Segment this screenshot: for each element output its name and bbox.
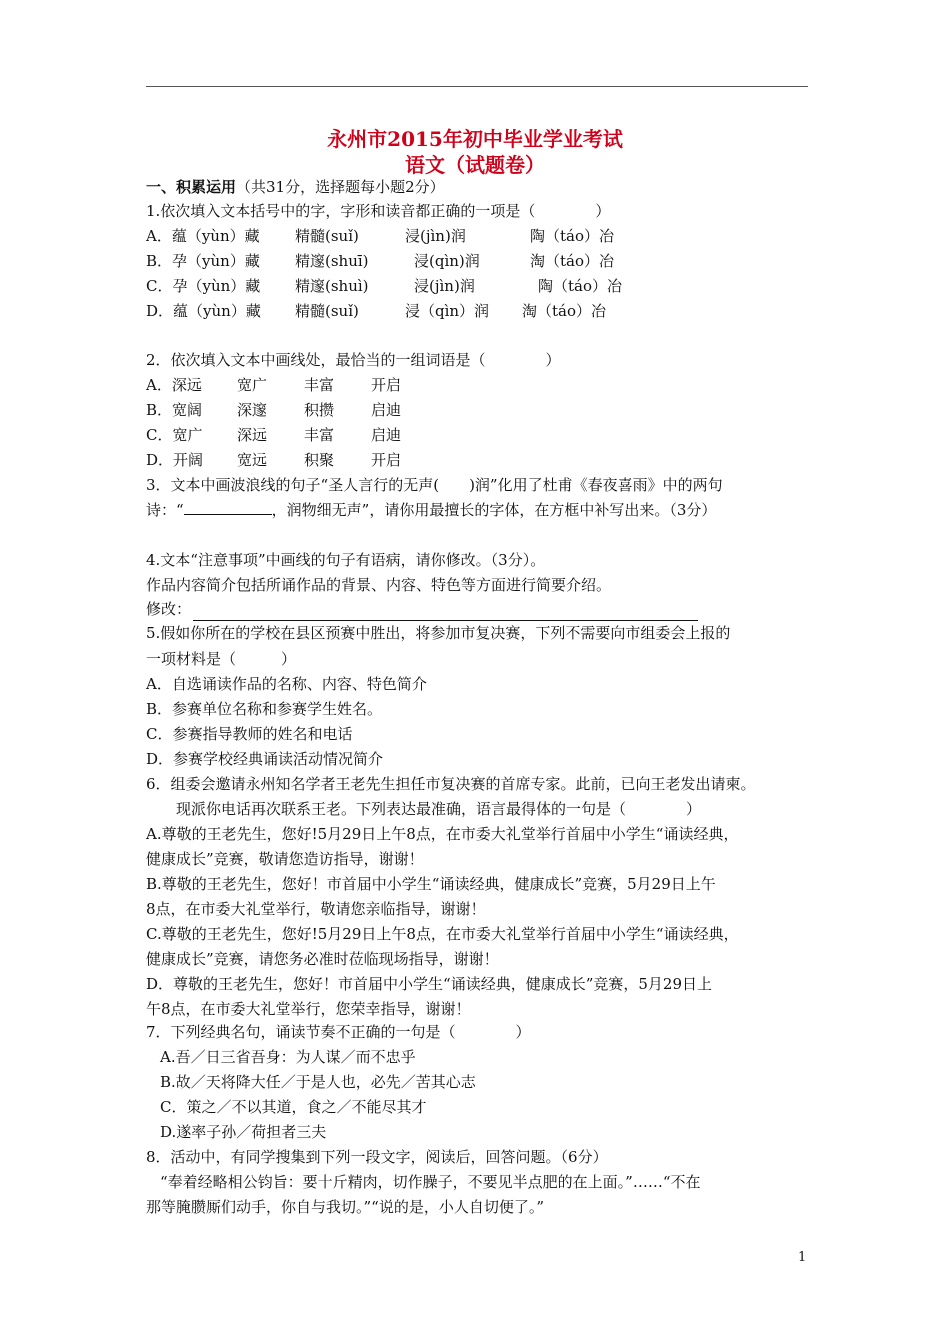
q6-line-1: 6．组委会邀请永州知名学者王老先生担任市复决赛的首席专家。此前，已向王老发出请柬。 — [146, 775, 756, 793]
q2-b-3: 积攒 — [304, 401, 335, 419]
q2-stem: 2．依次填入文本中画线处，最恰当的一组词语是（ ） — [146, 351, 561, 369]
q2-b-4: 启迪 — [371, 401, 402, 419]
q1-d-1: D．蕴（yùn）藏 — [146, 302, 261, 320]
page-number: 1 — [798, 1250, 807, 1265]
q4-revise-label: 修改： — [146, 600, 192, 618]
q1-d-4: 淘（táo）冶 — [522, 302, 607, 320]
q2-c-4: 启迪 — [371, 426, 402, 444]
q1-c-1: C．孕（yùn）藏 — [146, 277, 261, 295]
section-heading-note: （共31分，选择题每小题2分） — [236, 178, 445, 196]
q2-c-2: 深远 — [237, 426, 268, 444]
q3-line-1: 3．文本中画波浪线的句子“圣人言行的无声( )润”化用了杜甫《春夜喜雨》中的两句 — [146, 476, 723, 494]
q4-line-1: 4.文本“注意事项”中画线的句子有语病，请你修改。（3分）。 — [146, 551, 546, 569]
q7-option-c: C．策之／不以其道，食之／不能尽其才 — [160, 1098, 427, 1116]
q5-line-2: 一项材料是（ ） — [146, 650, 297, 668]
exam-title: 永州市2015年初中毕业学业考试 — [327, 127, 623, 151]
header-rule — [146, 86, 808, 87]
q6-option-c-2: 健康成长”竞赛，请您务必准时莅临现场指导，谢谢！ — [146, 950, 499, 968]
q6-option-a-1: A.尊敬的王老先生，您好!5月29日上午8点，在市委大礼堂举行首届中小学生“诵读经典， — [146, 825, 739, 843]
q8-passage-2: 那等腌臜厮们动手，你自与我切。”“说的是，小人自切便了。” — [146, 1198, 545, 1216]
q4-answer-line — [193, 620, 698, 621]
q3-fill-blank — [184, 500, 272, 515]
q1-b-1: B．孕（yùn）藏 — [146, 252, 260, 270]
q6-option-b-2: 8点，在市委大礼堂举行，敬请您亲临指导，谢谢！ — [146, 900, 486, 918]
q1-stem: 1.依次填入文本括号中的字，字形和读音都正确的一项是（ ） — [146, 202, 611, 220]
q2-c-1: C．宽广 — [146, 426, 203, 444]
q2-b-1: B．宽阔 — [146, 401, 203, 419]
q8-passage-1: “奉着经略相公钧旨：要十斤精肉，切作臊子，不要见半点肥的在上面。”……“不在 — [160, 1173, 701, 1191]
q2-a-1: A．深远 — [146, 376, 202, 394]
q7-option-b: B.故／天将降大任／于是人也，必先／苦其心志 — [160, 1073, 476, 1091]
q8-stem: 8．活动中，有同学搜集到下列一段文字，阅读后，回答问题。（6分） — [146, 1148, 608, 1166]
q2-d-3: 积聚 — [304, 451, 335, 469]
q1-d-3: 浸（qìn）润 — [405, 302, 490, 320]
q7-stem: 7．下列经典名句，诵读节奏不正确的一句是（ ） — [146, 1023, 531, 1041]
q1-c-4: 陶（táo）冶 — [538, 277, 623, 295]
q2-d-1: D．开阔 — [146, 451, 204, 469]
q2-c-3: 丰富 — [304, 426, 335, 444]
q6-option-b-1: B.尊敬的王老先生，您好！市首届中小学生“诵读经典，健康成长”竞赛，5月29日上午 — [146, 875, 716, 893]
q2-d-2: 宽远 — [237, 451, 268, 469]
q7-option-a: A.吾／日三省吾身：为人谋／而不忠乎 — [160, 1048, 416, 1066]
q1-d-2: 精髓(suǐ) — [295, 302, 359, 320]
q6-option-c-1: C.尊敬的王老先生，您好!5月29日上午8点，在市委大礼堂举行首届中小学生“诵读经典， — [146, 925, 739, 943]
q1-b-2: 精邃(shuī) — [295, 252, 369, 270]
q3-line-2-end: ，润物细无声”，请你用最擅长的字体，在方框中补写出来。（3分） — [271, 501, 717, 519]
section-heading-bold: 一、积累运用 — [146, 178, 237, 196]
q2-b-2: 深邃 — [237, 401, 268, 419]
q1-b-4: 淘（táo）冶 — [530, 252, 615, 270]
q5-line-1: 5.假如你所在的学校在县区预赛中胜出，将参加市复决赛，下列不需要向市组委会上报的 — [146, 624, 731, 642]
q1-b-3: 浸(qìn)润 — [414, 252, 480, 270]
q2-a-4: 开启 — [371, 376, 402, 394]
q3-line-2 — [146, 500, 716, 520]
q5-option-a: A．自选诵读作品的名称、内容、特色简介 — [146, 675, 427, 693]
q5-option-b: B．参赛单位名称和参赛学生姓名。 — [146, 700, 383, 718]
section-heading — [146, 177, 445, 197]
q1-c-2: 精邃(shuì) — [295, 277, 369, 295]
q5-option-d: D．参赛学校经典诵读活动情况简介 — [146, 750, 384, 768]
exam-subtitle: 语文（试题卷） — [405, 153, 545, 177]
q4-line-2: 作品内容简介包括所诵作品的背景、内容、特色等方面进行简要介绍。 — [146, 576, 612, 594]
q1-a-3: 浸(jìn)润 — [405, 227, 466, 245]
q1-c-3: 浸(jìn)润 — [414, 277, 475, 295]
q6-option-d-1: D．尊敬的王老先生，您好！市首届中小学生“诵读经典，健康成长”竞赛，5月29日上 — [146, 975, 712, 993]
q6-option-a-2: 健康成长”竞赛，敬请您造访指导，谢谢！ — [146, 850, 424, 868]
q1-a-1: A．蕴（yùn）藏 — [146, 227, 260, 245]
q7-option-d: D.遂率子孙／荷担者三夫 — [160, 1123, 327, 1141]
q6-option-d-2: 午8点，在市委大礼堂举行，您荣幸指导，谢谢！ — [146, 1000, 471, 1018]
q2-d-4: 开启 — [371, 451, 402, 469]
q2-a-2: 宽广 — [237, 376, 268, 394]
q6-line-2: 现派你电话再次联系王老。下列表达最准确，语言最得体的一句是（ ） — [176, 800, 702, 818]
q5-option-c: C．参赛指导教师的姓名和电话 — [146, 725, 353, 743]
q2-a-3: 丰富 — [304, 376, 335, 394]
q3-line-2-start: 诗：“ — [146, 501, 184, 519]
q1-a-2: 精髓(suǐ) — [295, 227, 359, 245]
q1-a-4: 陶（táo）冶 — [530, 227, 615, 245]
